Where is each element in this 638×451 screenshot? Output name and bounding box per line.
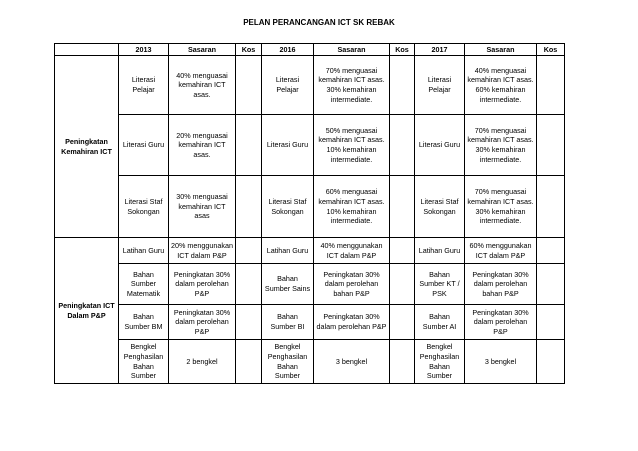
header-cell-kos: Kos (236, 44, 262, 56)
table-cell: Literasi Guru (415, 115, 465, 176)
document-title: PELAN PERANCANGAN ICT SK REBAK (243, 18, 395, 27)
table-cell: Bahan Sumber Sains (262, 264, 314, 305)
table-cell: 3 bengkel (314, 340, 390, 384)
header-row (55, 44, 565, 56)
table-cell: Peningkatan 30% dalam perolehan P&P (169, 305, 236, 340)
header-cell-kos: Kos (390, 44, 415, 56)
table-cell: Literasi Staf Sokongan (119, 176, 169, 238)
table-cell: Bengkel Penghasilan Bahan Sumber (119, 340, 169, 384)
table-cell (236, 238, 262, 264)
table-cell (390, 340, 415, 384)
table-cell (537, 264, 565, 305)
table-cell (390, 305, 415, 340)
table-row (55, 115, 565, 176)
table-cell: Bengkel Penghasilan Bahan Sumber (262, 340, 314, 384)
table-cell: 30% menguasai kemahiran ICT asas (169, 176, 236, 238)
table-cell: Latihan Guru (119, 238, 169, 264)
header-cell-sasaran: Sasaran (465, 44, 537, 56)
table-cell (236, 115, 262, 176)
group-heading: Peningkatan ICT Dalam P&P (55, 238, 119, 384)
table-cell: 20% menguasai kemahiran ICT asas. (169, 115, 236, 176)
table-cell: 70% menguasai kemahiran ICT asas. 30% kemahiran intermediate. (314, 56, 390, 115)
table-row (55, 305, 565, 340)
table-row (55, 56, 565, 115)
table-cell (537, 56, 565, 115)
header-cell (55, 44, 119, 56)
header-cell-2016: 2016 (262, 44, 314, 56)
table-cell: Bahan Sumber BM (119, 305, 169, 340)
table-cell (537, 176, 565, 238)
table-cell: Bahan Sumber Matematik (119, 264, 169, 305)
table-row (55, 176, 565, 238)
table-cell (236, 264, 262, 305)
table-cell (537, 238, 565, 264)
table-cell: Latihan Guru (262, 238, 314, 264)
table-cell (390, 238, 415, 264)
table-cell: Literasi Pelajar (415, 56, 465, 115)
table-cell: Literasi Guru (119, 115, 169, 176)
table-cell (537, 115, 565, 176)
table-cell (390, 56, 415, 115)
table-row (55, 238, 565, 264)
header-cell-2017: 2017 (415, 44, 465, 56)
table-cell: Bahan Sumber KT / PSK (415, 264, 465, 305)
table-cell (390, 264, 415, 305)
table-cell (390, 176, 415, 238)
table-cell (236, 305, 262, 340)
group-heading: Peningkatan Kemahiran ICT (55, 56, 119, 238)
table-cell: Literasi Pelajar (262, 56, 314, 115)
table-cell: 70% menguasai kemahiran ICT asas. 30% kemahiran intermediate. (465, 176, 537, 238)
table-cell: 20% menggunakan ICT dalam P&P (169, 238, 236, 264)
table-cell: 70% menguasai kemahiran ICT asas. 30% kemahiran intermediate. (465, 115, 537, 176)
table-cell: Peningkatan 30% dalam perolehan P&P (169, 264, 236, 305)
table-cell: 3 bengkel (465, 340, 537, 384)
table-cell (537, 340, 565, 384)
table-cell (236, 340, 262, 384)
table-cell: Peningkatan 30% dalam perolehan P&P (465, 305, 537, 340)
header-cell-sasaran: Sasaran (169, 44, 236, 56)
table-row (55, 264, 565, 305)
table-cell: 40% menggunakan ICT dalam P&P (314, 238, 390, 264)
table-cell (236, 176, 262, 238)
table-cell: Literasi Guru (262, 115, 314, 176)
header-cell-kos: Kos (537, 44, 565, 56)
table-cell: Latihan Guru (415, 238, 465, 264)
table-cell: 60% menggunakan ICT dalam P&P (465, 238, 537, 264)
header-cell-2013: 2013 (119, 44, 169, 56)
header-cell-sasaran: Sasaran (314, 44, 390, 56)
table-cell (236, 56, 262, 115)
table-cell: 40% menguasai kemahiran ICT asas. (169, 56, 236, 115)
table-cell: 40% menguasai kemahiran ICT asas. 60% kemahiran intermediate. (465, 56, 537, 115)
table-cell: Bahan Sumber AI (415, 305, 465, 340)
table-cell: Literasi Pelajar (119, 56, 169, 115)
table-cell: Bengkel Penghasilan Bahan Sumber (415, 340, 465, 384)
plan-table (54, 43, 565, 384)
table-cell (537, 305, 565, 340)
table-cell: Bahan Sumber BI (262, 305, 314, 340)
table-cell: Peningkatan 30% dalam perolehan bahan P&P (314, 264, 390, 305)
table-cell: Literasi Staf Sokongan (262, 176, 314, 238)
table-cell (390, 115, 415, 176)
table-cell: Literasi Staf Sokongan (415, 176, 465, 238)
table-row (55, 340, 565, 384)
table-cell: Peningkatan 30% dalam perolehan P&P (314, 305, 390, 340)
table-cell: 60% menguasai kemahiran ICT asas. 10% kemahiran intermediate. (314, 176, 390, 238)
table-cell: 50% menguasai kemahiran ICT asas. 10% kemahiran intermediate. (314, 115, 390, 176)
table-cell: 2 bengkel (169, 340, 236, 384)
table-cell: Peningkatan 30% dalam perolehan bahan P&P (465, 264, 537, 305)
